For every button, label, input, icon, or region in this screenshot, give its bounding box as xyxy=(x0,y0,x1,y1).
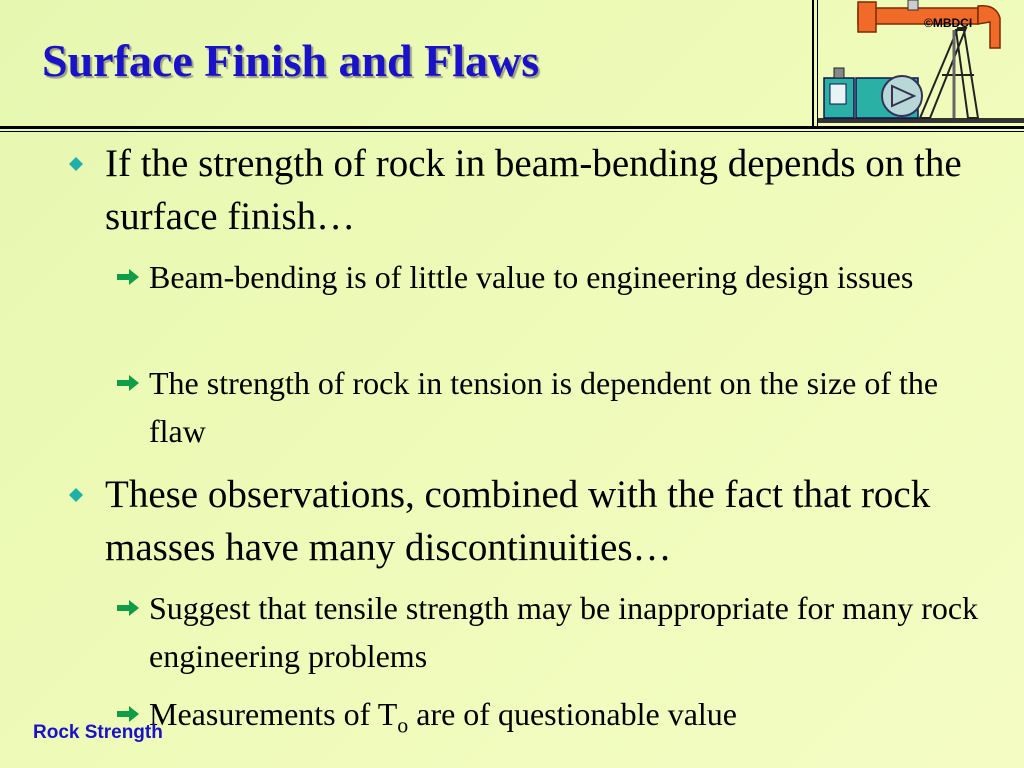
arrow-right-icon xyxy=(115,267,141,287)
subscript-text: o xyxy=(397,712,409,738)
sub-bullet-text: Beam-bending is of little value to engineering design issues xyxy=(149,259,914,295)
bullet-item xyxy=(105,468,965,574)
diamond-icon xyxy=(69,488,83,502)
header-divider-vertical xyxy=(812,0,814,128)
arrow-right-icon xyxy=(115,373,141,393)
slide-footer: Rock Strength xyxy=(33,722,163,743)
logo-copyright-text: ©MBDCI xyxy=(924,16,973,30)
arrow-right-icon xyxy=(115,598,141,618)
sub-bullet-item xyxy=(149,253,989,301)
header-divider xyxy=(0,126,1024,132)
sub-bullet-item xyxy=(149,359,989,455)
arrow-right-icon xyxy=(115,704,141,724)
sub-bullet-item xyxy=(149,584,989,680)
pump-jack-icon xyxy=(818,0,1024,126)
sub-bullet-text-before: Measurements of T xyxy=(149,696,398,732)
slide-title: Surface Finish and Flaws xyxy=(42,35,540,86)
bullet-text: If the strength of rock in beam-bending depends on the surface finish… xyxy=(105,142,962,238)
sub-bullet-text: Suggest that tensile strength may be inappropriate for many rock engineering problems xyxy=(149,590,979,674)
sub-bullet-text: The strength of rock in tension is dependent on the size of the flaw xyxy=(149,365,939,449)
sub-bullet-text-after: are of questionable value xyxy=(408,696,737,732)
diamond-icon xyxy=(69,157,83,171)
sub-bullet-item xyxy=(149,690,989,749)
bullet-item xyxy=(105,137,965,243)
bullet-text: These observations, combined with the fact that rock masses have many discontinuities… xyxy=(105,473,931,569)
